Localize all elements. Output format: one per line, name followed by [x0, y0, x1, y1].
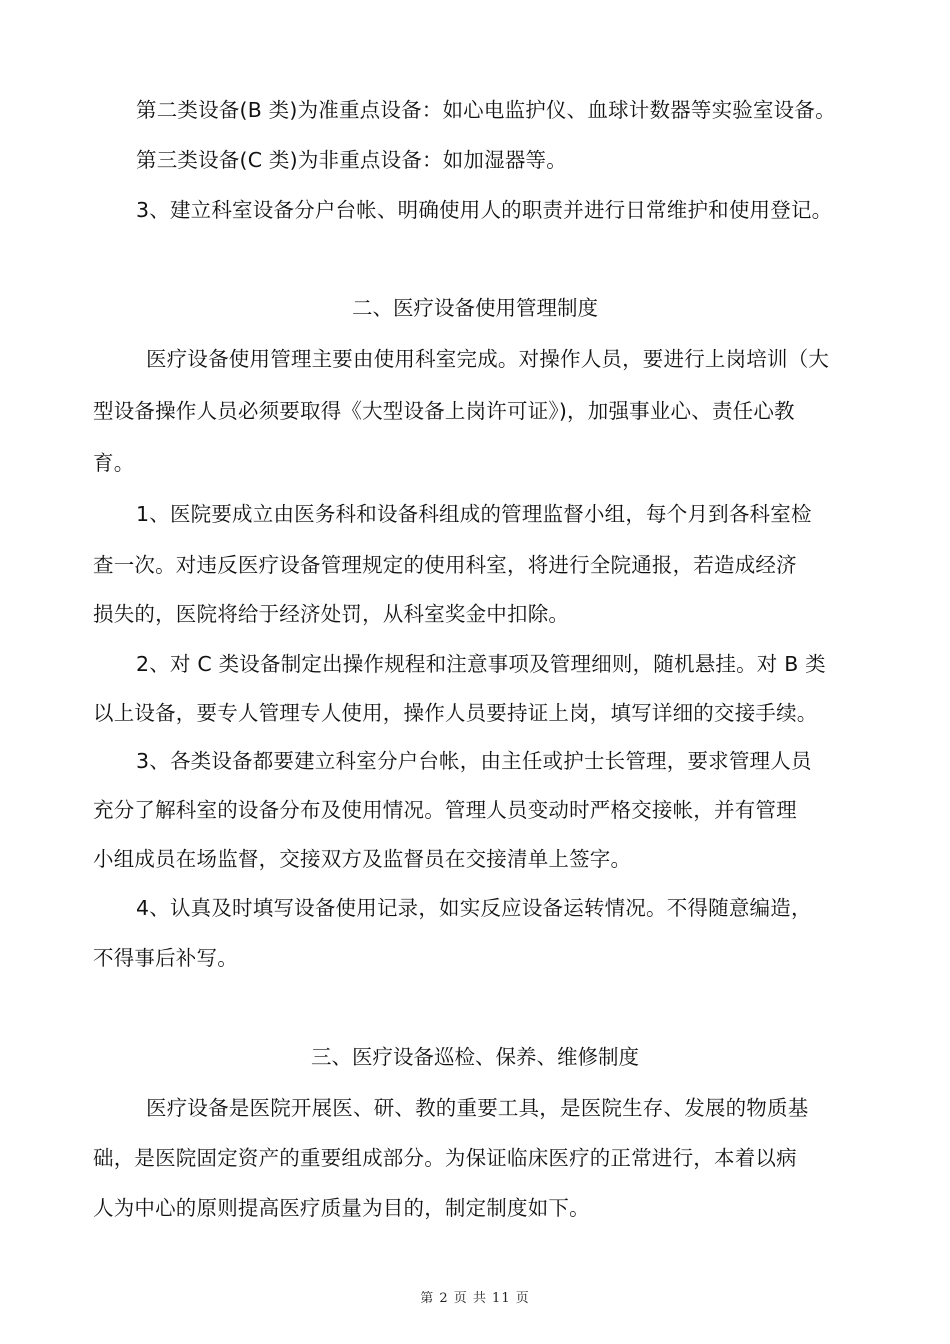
paragraph-line: 4、认真及时填写设备使用记录，如实反应设备运转情况。不得随意编造， [136, 896, 812, 920]
paragraph-line: 育。 [93, 451, 135, 475]
paragraph-line: 小组成员在场监督，交接双方及监督员在交接清单上签字。 [93, 847, 632, 871]
paragraph-line: 充分了解科室的设备分布及使用情况。管理人员变动时严格交接帐，并有管理 [93, 798, 797, 822]
paragraph-line: 医疗设备使用管理主要由使用科室完成。对操作人员，要进行上岗培训（大 [146, 347, 830, 371]
section-heading: 三、医疗设备巡检、保养、维修制度 [311, 1045, 639, 1069]
section-heading: 二、医疗设备使用管理制度 [352, 296, 598, 320]
paragraph-line: 第三类设备(C 类)为非重点设备：如加湿器等。 [136, 148, 567, 172]
paragraph-line: 3、各类设备都要建立科室分户台帐，由主任或护士长管理，要求管理人员 [136, 749, 812, 773]
paragraph-line: 2、对 C 类设备制定出操作规程和注意事项及管理细则，随机悬挂。对 B 类 [136, 652, 826, 676]
paragraph-line: 人为中心的原则提高医疗质量为目的，制定制度如下。 [93, 1196, 590, 1220]
paragraph-line: 型设备操作人员必须要取得《大型设备上岗许可证》)，加强事业心、责任心教 [93, 399, 795, 423]
paragraph-line: 医疗设备是医院开展医、研、教的重要工具，是医院生存、发展的物质基 [146, 1096, 809, 1120]
paragraph-line: 3、建立科室设备分户台帐、明确使用人的职责并进行日常维护和使用登记。 [136, 198, 833, 222]
paragraph-line: 第二类设备(B 类)为准重点设备：如心电监护仪、血球计数器等实验室设备。 [136, 98, 836, 122]
paragraph-line: 损失的，医院将给于经济处罚，从科室奖金中扣除。 [93, 602, 570, 626]
paragraph-line: 不得事后补写。 [93, 946, 238, 970]
paragraph-line: 1、医院要成立由医务科和设备科组成的管理监督小组，每个月到各科室检 [136, 502, 812, 526]
paragraph-line: 础，是医院固定资产的重要组成部分。为保证临床医疗的正常进行，本着以病 [93, 1146, 797, 1170]
paragraph-line: 以上设备，要专人管理专人使用，操作人员要持证上岗，填写详细的交接手续。 [93, 701, 818, 725]
page-number-footer: 第 2 页 共 11 页 [420, 1291, 530, 1306]
paragraph-line: 查一次。对违反医疗设备管理规定的使用科室，将进行全院通报，若造成经济 [93, 553, 797, 577]
